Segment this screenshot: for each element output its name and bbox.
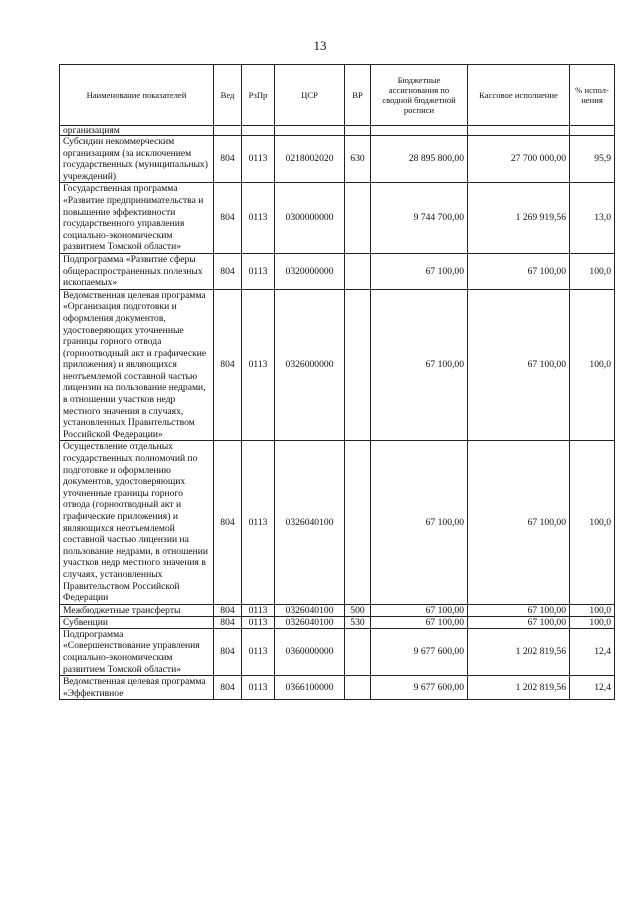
cell-name: Подпрограмма «Совершенствование управления социально-экономическим развитием Томской области» (60, 628, 214, 675)
table-row (60, 441, 615, 604)
table-row (60, 136, 615, 183)
cell-percent: 100,0 (570, 441, 615, 604)
cell-percent: 13,0 (570, 183, 615, 254)
cell-rzpr: 0113 (242, 136, 275, 183)
table-row (60, 616, 615, 628)
cell-vr: 530 (345, 616, 371, 628)
cell-vr (345, 126, 371, 136)
cell-csr (275, 126, 345, 136)
cell-csr: 0326040100 (275, 604, 345, 616)
column-header-rzpr: РзПр (242, 65, 275, 126)
cell-name: Межбюджетные трансферты (60, 604, 214, 616)
cell-percent: 12,4 (570, 628, 615, 675)
cell-ved: 804 (214, 628, 242, 675)
column-header-cash: Кассовое исполнение (468, 65, 570, 126)
cell-name: Субсидии некоммерческим организациям (за исключением государственных (муниципальных) учреждений) (60, 136, 214, 183)
cell-rzpr: 0113 (242, 253, 275, 289)
cell-ved: 804 (214, 441, 242, 604)
cell-csr: 0326040100 (275, 616, 345, 628)
cell-rzpr: 0113 (242, 628, 275, 675)
cell-percent: 100,0 (570, 253, 615, 289)
cell-csr: 0360000000 (275, 628, 345, 675)
cell-vr (345, 628, 371, 675)
cell-csr: 0326040100 (275, 441, 345, 604)
cell-vr (345, 183, 371, 254)
cell-rzpr: 0113 (242, 616, 275, 628)
table-row (60, 183, 615, 254)
cell-ved: 804 (214, 616, 242, 628)
table-header-row (60, 65, 615, 126)
cell-ved: 804 (214, 253, 242, 289)
cell-budget: 67 100,00 (371, 253, 468, 289)
cell-budget: 9 677 600,00 (371, 628, 468, 675)
cell-percent: 100,0 (570, 289, 615, 441)
cell-csr: 0326000000 (275, 289, 345, 441)
column-header-ved: Вед (214, 65, 242, 126)
cell-ved: 804 (214, 183, 242, 254)
cell-cash: 1 202 819,56 (468, 676, 570, 700)
cell-ved: 804 (214, 604, 242, 616)
column-header-csr: ЦСР (275, 65, 345, 126)
cell-csr: 0366100000 (275, 676, 345, 700)
cell-cash (468, 126, 570, 136)
cell-rzpr: 0113 (242, 289, 275, 441)
table-row (60, 126, 615, 136)
cell-percent: 100,0 (570, 604, 615, 616)
cell-cash: 1 269 919,56 (468, 183, 570, 254)
cell-cash: 1 202 819,56 (468, 628, 570, 675)
cell-budget (371, 126, 468, 136)
table-row (60, 253, 615, 289)
cell-cash: 27 700 000,00 (468, 136, 570, 183)
cell-vr (345, 253, 371, 289)
cell-percent: 12,4 (570, 676, 615, 700)
cell-rzpr: 0113 (242, 604, 275, 616)
cell-cash: 67 100,00 (468, 604, 570, 616)
cell-rzpr (242, 126, 275, 136)
cell-vr (345, 676, 371, 700)
cell-percent: 95,9 (570, 136, 615, 183)
cell-ved: 804 (214, 676, 242, 700)
table-row (60, 628, 615, 675)
cell-cash: 67 100,00 (468, 616, 570, 628)
cell-budget: 67 100,00 (371, 441, 468, 604)
cell-name: организациям (60, 126, 214, 136)
cell-cash: 67 100,00 (468, 289, 570, 441)
cell-vr (345, 289, 371, 441)
cell-name: Ведомственная целевая программа «Эффективное (60, 676, 214, 700)
cell-csr: 0320000000 (275, 253, 345, 289)
cell-budget: 67 100,00 (371, 616, 468, 628)
cell-budget: 67 100,00 (371, 604, 468, 616)
cell-ved: 804 (214, 136, 242, 183)
cell-name: Осуществление отдельных государственных полномочий по подготовке и оформлению документов, удостоверяющих уточненные границы горного отвода (горноотводный акт и графические приложения) и являющихся неотъемлемой составной частью лицензии на пользование недрами, в отношении участков недр местного значения в случаях, установленных Правительством Российской Федерации (60, 441, 214, 604)
cell-vr: 500 (345, 604, 371, 616)
column-header-budget: Бюджетные ассигнования по сводной бюджетной росписи (371, 65, 468, 126)
cell-name: Подпрограмма «Развитие сферы общераспространенных полезных ископаемых» (60, 253, 214, 289)
cell-csr: 0300000000 (275, 183, 345, 254)
cell-csr: 0218002020 (275, 136, 345, 183)
cell-name: Государственная программа «Развитие предпринимательства и повышение эффективности государственного управления социально-экономическим развитием Томской области» (60, 183, 214, 254)
cell-budget: 67 100,00 (371, 289, 468, 441)
cell-percent: 100,0 (570, 616, 615, 628)
cell-ved: 804 (214, 289, 242, 441)
cell-ved (214, 126, 242, 136)
column-header-name: Наименование показателей (60, 65, 214, 126)
column-header-percent: % испол-нения (570, 65, 615, 126)
table-row (60, 289, 615, 441)
cell-budget: 9 677 600,00 (371, 676, 468, 700)
table-row (60, 676, 615, 700)
cell-rzpr: 0113 (242, 676, 275, 700)
cell-name: Ведомственная целевая программа «Организация подготовки и оформления документов, удостоверяющих уточненные границы горного отвода (горноотводный акт и графические приложения) и являющихся неотъемлемой составной частью лицензии на пользование недрами, в отношении участков недр местного значения в случаях, установленных Правительством Российской Федерации» (60, 289, 214, 441)
page-number: 13 (313, 38, 327, 53)
cell-cash: 67 100,00 (468, 441, 570, 604)
cell-vr (345, 441, 371, 604)
cell-cash: 67 100,00 (468, 253, 570, 289)
cell-vr: 630 (345, 136, 371, 183)
cell-budget: 28 895 800,00 (371, 136, 468, 183)
column-header-vr: ВР (345, 65, 371, 126)
cell-budget: 9 744 700,00 (371, 183, 468, 254)
table-row (60, 604, 615, 616)
budget-execution-table (59, 64, 615, 700)
cell-name: Субвенции (60, 616, 214, 628)
cell-percent (570, 126, 615, 136)
cell-rzpr: 0113 (242, 441, 275, 604)
cell-rzpr: 0113 (242, 183, 275, 254)
